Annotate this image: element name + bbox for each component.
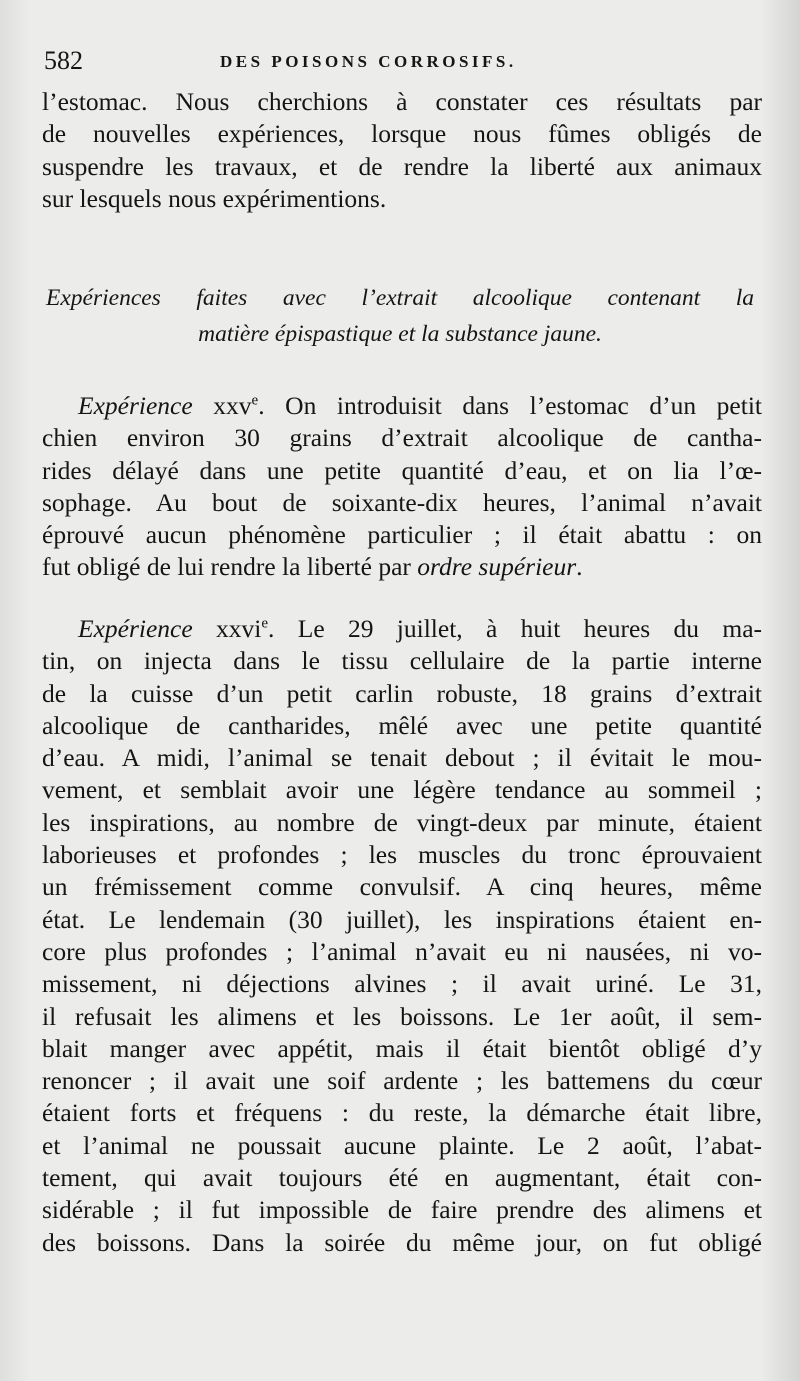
text-line: de nouvelles expériences, lorsque nous fûmes obligés de bbox=[42, 119, 762, 149]
text-line: sur lesquels nous expérimentions. bbox=[42, 183, 387, 213]
text-line: éprouvé aucun phénomène particulier ; il était abattu : on bbox=[42, 520, 762, 550]
section-heading-line: Expériences faites avec l’extrait alcoolique contenant la bbox=[46, 285, 754, 311]
intro-paragraph bbox=[42, 86, 762, 215]
text-line: vement, et semblait avoir une légère tendance au sommeil ; bbox=[42, 775, 762, 805]
text-line: core plus profondes ; l’animal n’avait eu ni nausées, ni vo- bbox=[42, 936, 762, 966]
text-line: des boissons. Dans la soirée du même jour, on fut obligé bbox=[42, 1227, 762, 1257]
text-line: chien environ 30 grains d’extrait alcoolique de cantha- bbox=[42, 423, 762, 453]
page-number: 582 bbox=[44, 46, 83, 75]
experiment-number: xxv bbox=[213, 391, 252, 420]
text-line: un frémissement comme convulsif. A cinq heures, même bbox=[42, 872, 762, 902]
experiment-26-paragraph bbox=[42, 614, 762, 1260]
experiment-label: Expérience bbox=[78, 614, 193, 643]
text-line: d’eau. A midi, l’animal se tenait debout ; il évitait le mou- bbox=[42, 743, 762, 773]
text-line: tement, qui avait toujours été en augmentant, était con- bbox=[42, 1163, 762, 1193]
experiment-25-paragraph bbox=[42, 391, 762, 585]
text-line: blait manger avec appétit, mais il était bientôt obligé d’y bbox=[42, 1033, 762, 1063]
italic-phrase: ordre supérieur bbox=[417, 552, 577, 582]
text-line: état. Le lendemain (30 juillet), les inspirations étaient en- bbox=[42, 904, 762, 934]
text-line: laborieuses et profondes ; les muscles du tronc éprouvaient bbox=[42, 840, 762, 870]
text-line: sophage. Au bout de soixante-dix heures, l’animal n’avait bbox=[42, 487, 762, 517]
text-line: alcoolique de cantharides, mêlé avec une petite quantité bbox=[42, 710, 762, 740]
ordinal-superscript: e bbox=[251, 392, 259, 409]
experiment-label: Expérience bbox=[78, 391, 193, 420]
text-fragment: . bbox=[576, 552, 583, 582]
text-line: missement, ni déjections alvines ; il avait uriné. Le 31, bbox=[42, 969, 762, 999]
text-line: rides délayé dans une petite quantité d’eau, et on lia l’œ- bbox=[42, 455, 762, 485]
experiment-25-opening-line bbox=[42, 391, 762, 423]
text-fragment: fut obligé de lui rendre la liberté par bbox=[42, 552, 418, 582]
section-heading-line: matière épispastique et la substance jaune. bbox=[198, 321, 602, 347]
text-fragment: . On introduisit dans l’estomac d’un petit bbox=[258, 391, 763, 420]
text-line bbox=[42, 552, 762, 584]
ordinal-superscript: e bbox=[261, 615, 269, 632]
text-line: suspendre les travaux, et de rendre la liberté aux animaux bbox=[42, 151, 762, 181]
text-line: tin, on injecta dans le tissu cellulaire de la partie interne bbox=[42, 646, 762, 676]
page-header bbox=[44, 46, 764, 76]
text-fragment: . Le 29 juillet, à huit heures du ma- bbox=[268, 614, 763, 643]
text-line: l’estomac. Nous cherchions à constater ces résultats par bbox=[42, 87, 762, 116]
experiment-number: xxvi bbox=[216, 614, 262, 643]
text-line: les inspirations, au nombre de vingt-deux par minute, étaient bbox=[42, 807, 762, 837]
text-line: étaient forts et fréquens : du reste, la démarche était libre, bbox=[42, 1098, 762, 1128]
section-heading bbox=[46, 280, 754, 352]
text-line: sidérable ; il fut impossible de faire prendre des alimens et bbox=[42, 1195, 762, 1225]
text-line: et l’animal ne poussait aucune plainte. Le 2 août, l’abat- bbox=[42, 1130, 762, 1160]
text-line: de la cuisse d’un petit carlin robuste, 18 grains d’extrait bbox=[42, 678, 762, 708]
text-line: il refusait les alimens et les boissons. Le 1er août, il sem- bbox=[42, 1001, 762, 1031]
text-line: renoncer ; il avait une soif ardente ; les battemens du cœur bbox=[42, 1066, 762, 1096]
running-head: DES POISONS CORROSIFS. bbox=[220, 52, 517, 71]
experiment-26-opening-line bbox=[42, 614, 762, 646]
